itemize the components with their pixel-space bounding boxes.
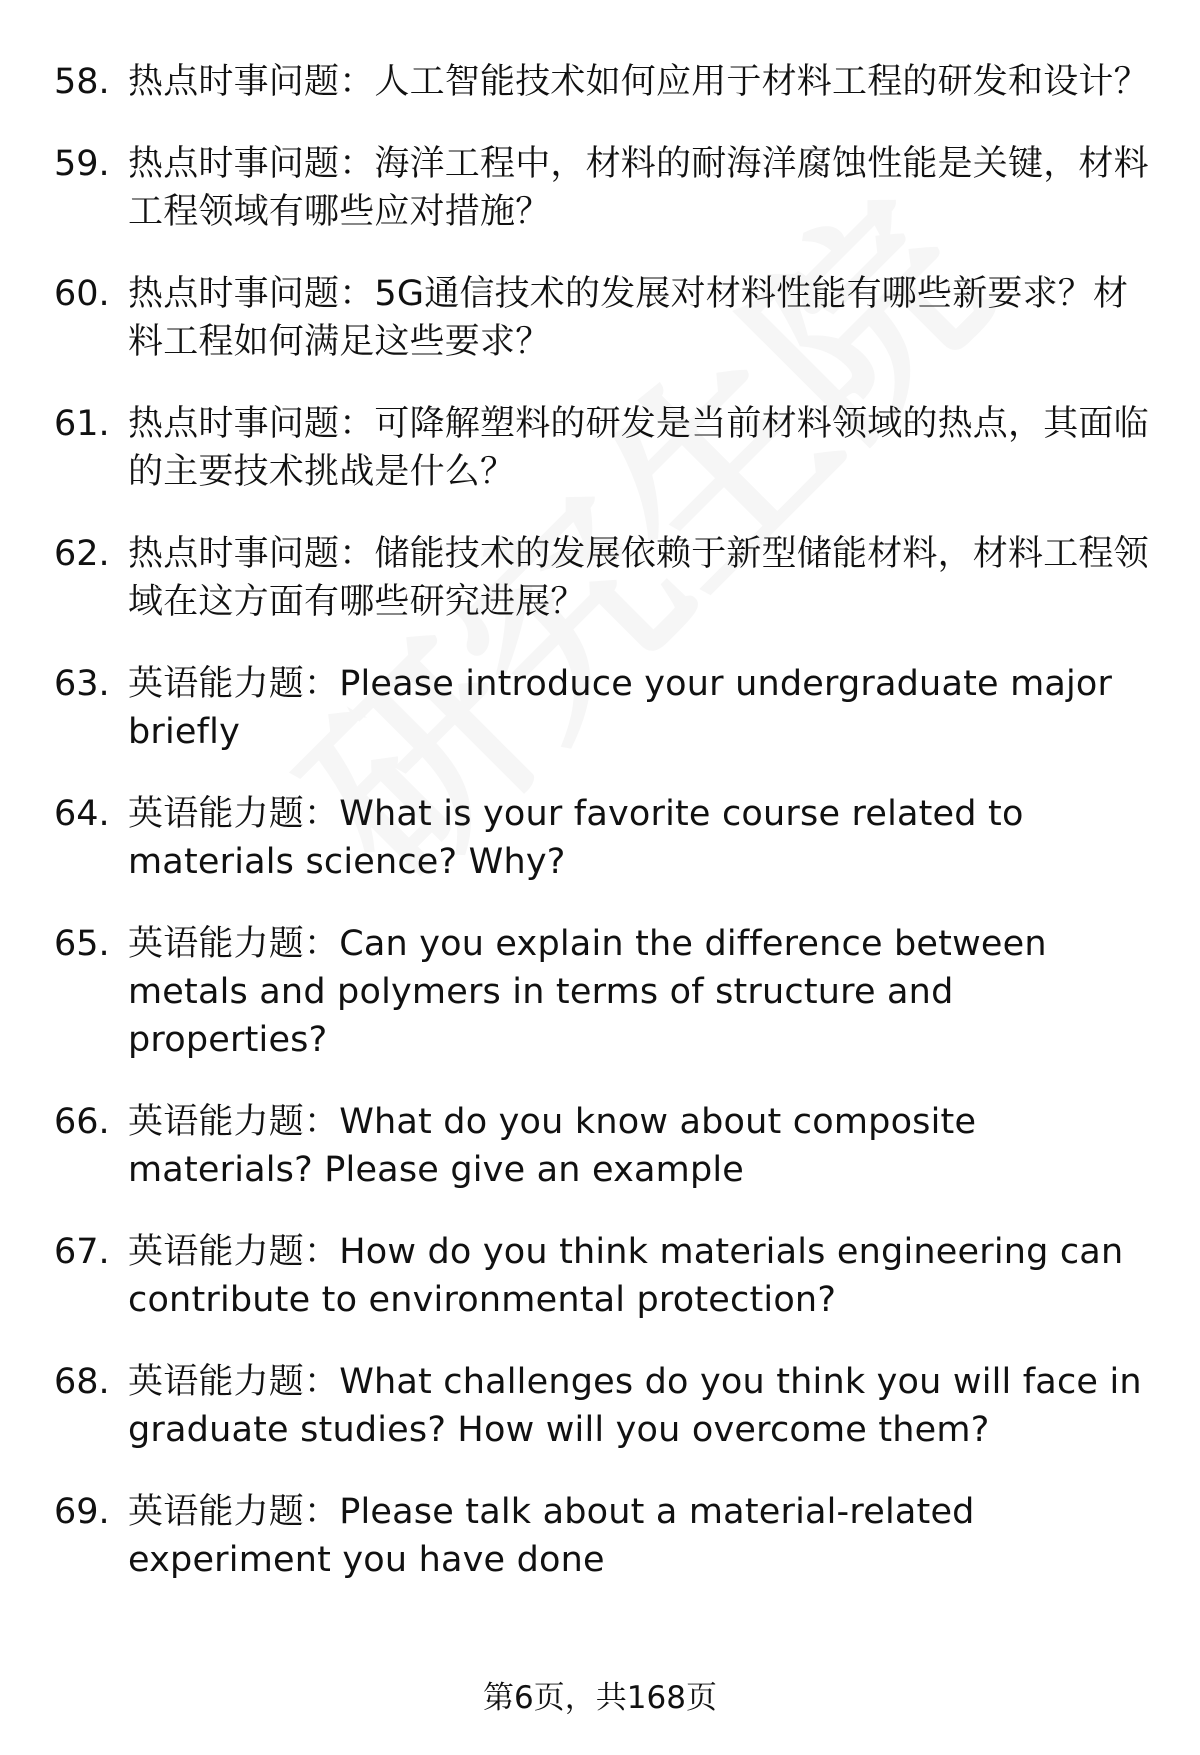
question-number: 67. [54,1232,110,1272]
question-text: 热点时事问题：可降解塑料的研发是当前材料领域的热点，其面临的主要技术挑战是什么？ [128,404,1149,492]
question-item [0,1358,1200,1454]
question-text: 英语能力题：What is your favorite course related to materials science? Why? [128,794,1024,882]
question-item [0,140,1200,236]
question-item [0,400,1200,496]
question-text: 热点时事问题：人工智能技术如何应用于材料工程的研发和设计？ [128,62,1149,102]
question-text: 英语能力题：Please introduce your undergraduate major briefly [128,664,1113,752]
question-text: 热点时事问题：5G通信技术的发展对材料性能有哪些新要求？材料工程如何满足这些要求？ [128,274,1129,362]
question-item [0,530,1200,626]
question-number: 63. [54,664,110,704]
question-item [0,660,1200,756]
question-number: 60. [54,274,110,314]
question-text: 热点时事问题：海洋工程中，材料的耐海洋腐蚀性能是关键，材料工程领域有哪些应对措施？ [128,144,1149,232]
question-text: 英语能力题：Please talk about a material-related experiment you have done [128,1492,975,1580]
question-number: 66. [54,1102,110,1142]
question-item [0,1228,1200,1324]
question-text: 英语能力题：What challenges do you think you will face in graduate studies? How will you overcome them? [128,1362,1142,1450]
page-footer: 第6页，共168页 [483,1680,717,1716]
question-item [0,1488,1200,1584]
question-item [0,1098,1200,1194]
question-item [0,270,1200,366]
question-text: 英语能力题：What do you know about composite materials? Please give an example [128,1102,977,1190]
question-number: 64. [54,794,110,834]
question-text: 热点时事问题：储能技术的发展依赖于新型储能材料，材料工程领域在这方面有哪些研究进展？ [128,534,1149,622]
question-number: 65. [54,924,110,964]
question-item [0,920,1200,1064]
question-item [0,790,1200,886]
question-text: 英语能力题：How do you think materials engineering can contribute to environmental protection? [128,1232,1124,1320]
question-number: 58. [54,62,110,102]
question-list [0,58,1200,1618]
question-number: 59. [54,144,110,184]
question-number: 69. [54,1492,110,1532]
question-text: 英语能力题：Can you explain the difference between metals and polymers in terms of structure and properties? [128,924,1047,1060]
question-number: 61. [54,404,110,444]
question-number: 68. [54,1362,110,1402]
question-number: 62. [54,534,110,574]
question-item [0,58,1200,106]
